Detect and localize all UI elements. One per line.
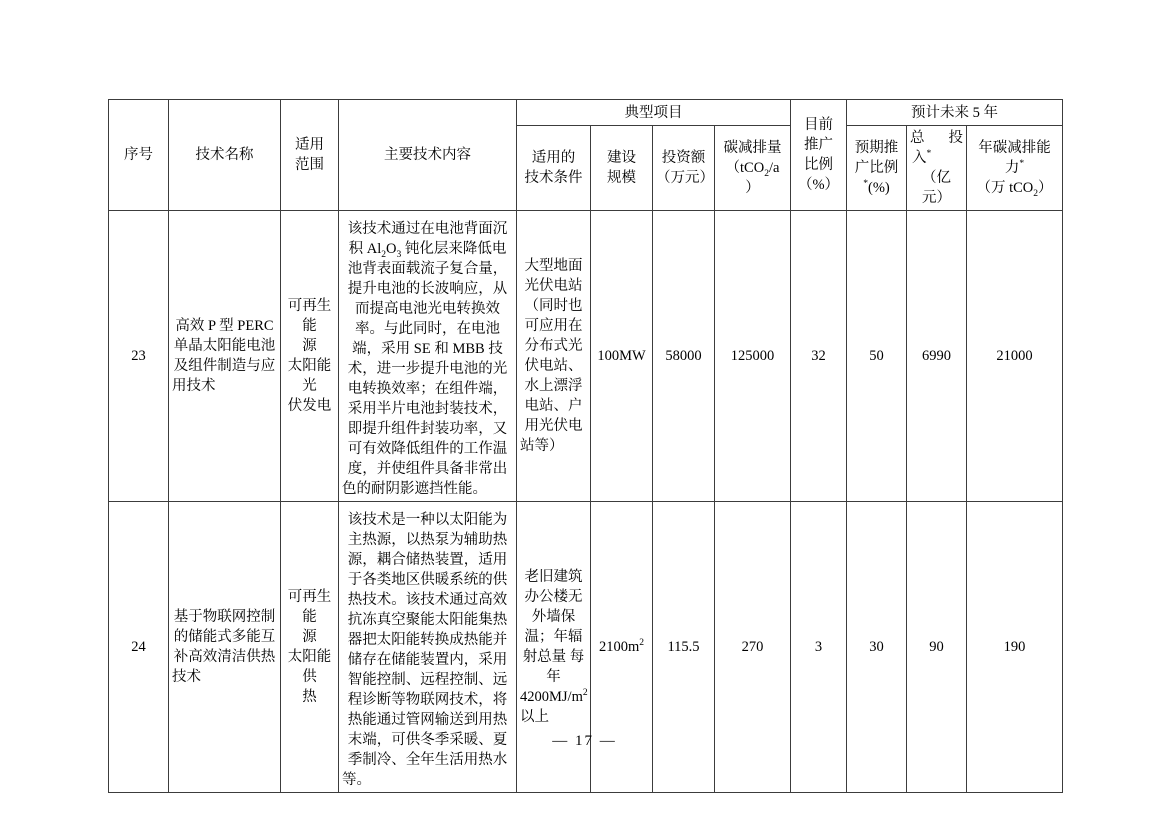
header-expected-promotion-line2: 广比例 xyxy=(854,160,899,176)
header-annual-carbon-subscript: 2 xyxy=(1033,187,1039,199)
cell-construction-scale: $2100m^2$ xyxy=(591,502,653,793)
cell-tech-name: 基于物联网控制的储能式多能互补高效清洁供热技术 xyxy=(169,502,281,793)
page-number-footer: — 17 — xyxy=(552,733,617,749)
header-current-promotion-line2: 推广 xyxy=(804,137,833,153)
cell-main-tech-content: 该技术是一种以太阳能为主热源，以热泵为辅助热源，耦合储热装置，适用于各类地区供暖系统的供热技术。该技术通过高效抗冻真空聚能太阳能集热器把太阳能转换成热能并储存在储能装置内，采用智能控制、远程控制、远程诊断等物联网技术，将热能通过管网输送到用热末端，可供冬季采暖、夏季制冷、全年生活用热水等。 xyxy=(339,502,517,793)
header-group-typical-project: 典型项目 xyxy=(517,100,791,126)
header-applicable-scope-line2: 范围 xyxy=(295,157,324,173)
header-group-next-five-years: 预计未来 5 年 xyxy=(847,100,1063,126)
cell-applicable-conditions: 老旧建筑办公楼无外墙保温；年辐射总量 每 年 $4200MJ/m^2$以上 xyxy=(517,502,591,793)
header-applicable-conditions-line1: 适用的 xyxy=(531,150,576,166)
header-carbon-reduction-line2 xyxy=(718,158,787,178)
table-row xyxy=(109,211,1063,502)
cell-investment-amount: 115.5 xyxy=(653,502,715,793)
header-total-investment-line3: （亿 xyxy=(922,170,951,186)
cell-carbon-reduction: 270 xyxy=(715,502,791,793)
header-expected-promotion-asterisk: * xyxy=(863,178,869,190)
cell-scope-line4: 热 xyxy=(302,689,317,705)
cell-seq-no: 24 xyxy=(109,502,169,793)
header-seq-no: 序号 xyxy=(109,100,169,211)
header-main-tech-content: 主要技术内容 xyxy=(339,100,517,211)
cell-current-promotion: 32 xyxy=(791,211,847,502)
header-carbon-reduction-subscript: 2 xyxy=(764,167,769,179)
header-applicable-scope xyxy=(281,100,339,211)
header-total-investment xyxy=(907,126,967,211)
header-current-promotion-line4: （%） xyxy=(797,177,840,193)
cell-seq-no: 23 xyxy=(109,211,169,502)
header-investment-amount xyxy=(653,126,715,211)
cell-main-tech-content: 该技术通过在电池背面沉积 $Al_2O_3$ 钝化层来降低电池背表面载流子复合量，提升电池的长波响应，从而提高电池光电转换效率。与此同时，在电池端，采用 SE 和 MBB 技术，进一步提升电池的光电转换效率；在组件端，采用半片电池封装技术，即提升组件封装功率，又可有效降低组件的工作温度，并使组件具备非常出色的耐阴影遮挡性能。 xyxy=(339,211,517,502)
cell-annual-carbon-reduction: 21000 xyxy=(967,211,1063,502)
cell-scope-line1: 可再生能 xyxy=(287,589,332,625)
cell-expected-promotion: 50 xyxy=(847,211,907,502)
header-total-investment-line2 xyxy=(910,148,963,168)
header-carbon-reduction-unit-open: （tCO xyxy=(725,160,765,176)
header-annual-carbon-line2 xyxy=(970,158,1059,178)
header-current-promotion-ratio xyxy=(791,100,847,211)
cell-carbon-reduction: 125000 xyxy=(715,211,791,502)
cell-applicable-scope xyxy=(281,211,339,502)
header-construction-scale xyxy=(591,126,653,211)
cell-scope-line2: 源 xyxy=(302,629,317,645)
cell-applicable-conditions: 大型地面光伏电站（同时也可应用在分布式光伏电站、水上漂浮电站、户用光伏电站等） xyxy=(517,211,591,502)
header-total-investment-line4: 元） xyxy=(922,190,951,206)
header-total-investment-asterisk: * xyxy=(926,148,932,160)
cell-investment-amount: 58000 xyxy=(653,211,715,502)
cell-scope-line3: 太阳能供 xyxy=(287,649,332,685)
header-tech-name: 技术名称 xyxy=(169,100,281,211)
header-expected-promotion-line1: 预期推 xyxy=(854,140,899,156)
header-carbon-reduction-line1: 碳减排量 xyxy=(723,140,782,156)
cell-current-promotion: 3 xyxy=(791,502,847,793)
header-carbon-reduction-line4: ） xyxy=(745,180,760,196)
header-construction-scale-line2: 规模 xyxy=(607,170,636,186)
header-applicable-conditions-line2: 技术条件 xyxy=(524,170,583,186)
header-total-investment-line1: 总 投 xyxy=(910,130,963,146)
cell-scope-line2: 源 xyxy=(302,338,317,354)
header-annual-carbon-asterisk: * xyxy=(1019,158,1025,170)
table-header-group-row xyxy=(109,100,1063,126)
header-investment-line1: 投资额 xyxy=(661,150,706,166)
header-current-promotion-line3: 比例 xyxy=(804,157,833,173)
cell-scope-line4: 伏发电 xyxy=(287,398,332,414)
header-expected-promotion-ratio xyxy=(847,126,907,211)
cell-scope-line3: 太阳能光 xyxy=(287,358,332,394)
header-total-investment-char: 入 xyxy=(912,150,927,166)
header-expected-promotion-unit: (%) xyxy=(868,180,890,196)
header-current-promotion-line1: 目前 xyxy=(804,117,833,133)
header-applicable-conditions xyxy=(517,126,591,211)
cell-total-investment: 6990 xyxy=(907,211,967,502)
header-investment-line2: （万元） xyxy=(656,170,714,186)
header-expected-promotion-line3 xyxy=(850,178,903,198)
header-annual-carbon-line1: 年碳减排能 xyxy=(978,140,1051,156)
cell-annual-carbon-reduction: 190 xyxy=(967,502,1063,793)
header-annual-carbon-line3 xyxy=(970,178,1059,198)
cell-total-investment: 90 xyxy=(907,502,967,793)
cell-expected-promotion: 30 xyxy=(847,502,907,793)
header-carbon-reduction-unit-rate: /a xyxy=(768,160,780,176)
header-annual-carbon-capacity xyxy=(967,126,1063,211)
header-applicable-scope-line1: 适用 xyxy=(295,137,324,153)
cell-scope-line1: 可再生能 xyxy=(287,298,332,334)
header-annual-carbon-unit-open: （万 tCO xyxy=(976,180,1034,196)
cell-tech-name: 高效 P 型 PERC 单晶太阳能电池及组件制造与应用技术 xyxy=(169,211,281,502)
header-construction-scale-line1: 建设 xyxy=(607,150,636,166)
header-carbon-reduction xyxy=(715,126,791,211)
technology-catalog-table xyxy=(108,99,1063,793)
cell-construction-scale: 100MW xyxy=(591,211,653,502)
header-annual-carbon-unit-close: ） xyxy=(1038,180,1053,196)
header-annual-carbon-char: 力 xyxy=(1004,160,1020,176)
